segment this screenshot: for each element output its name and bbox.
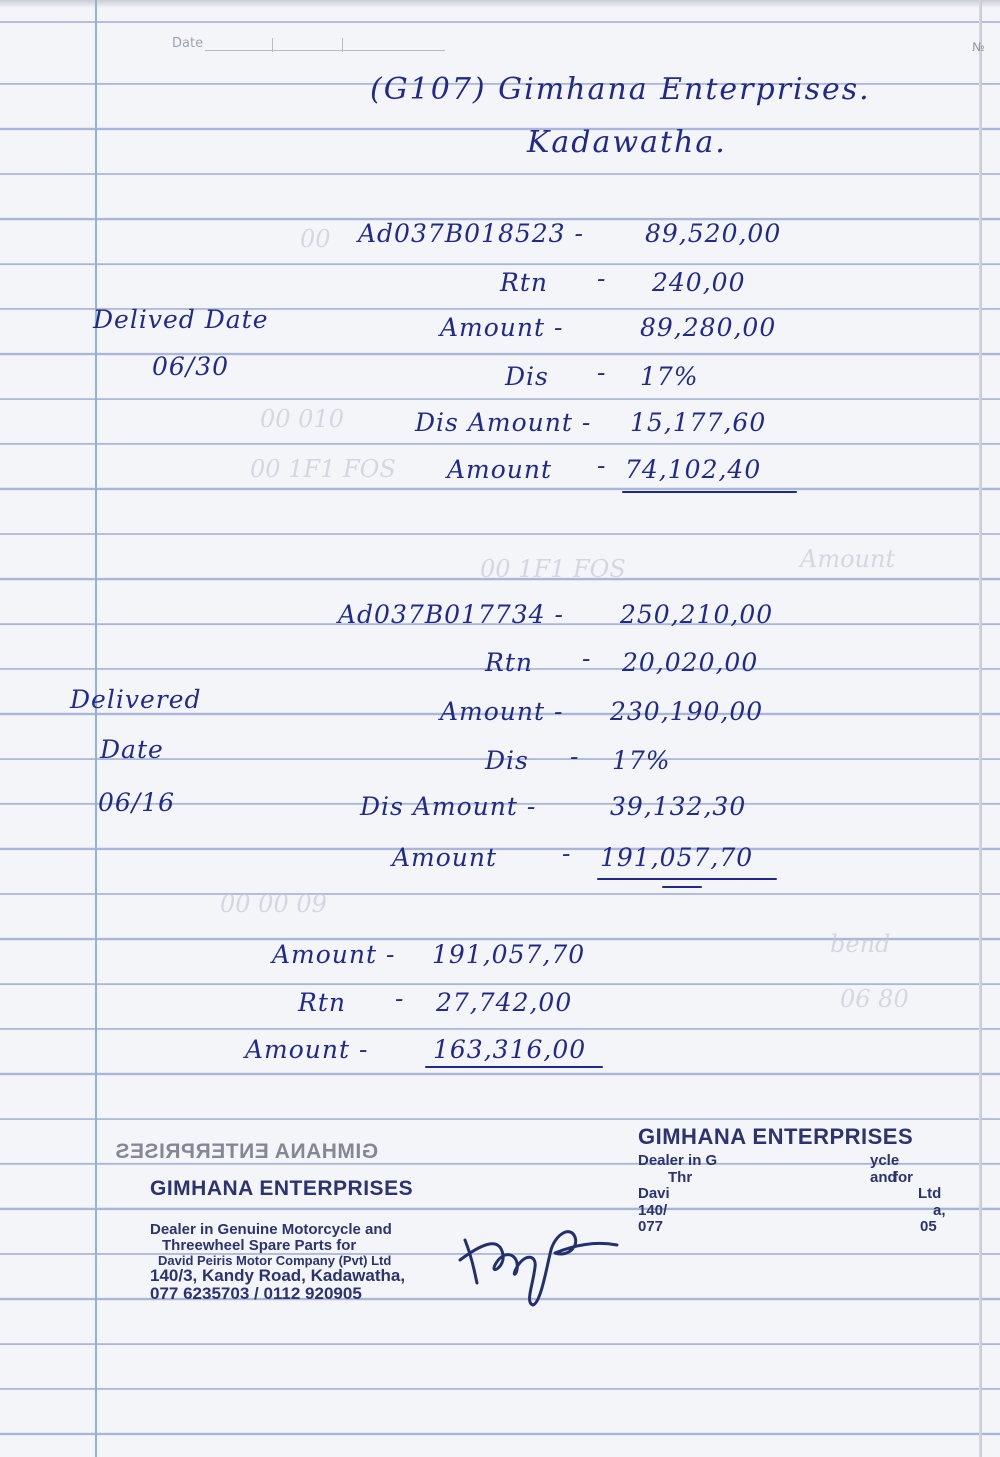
stamp-line-end: for: [893, 1168, 913, 1186]
discount-percent: 17%: [640, 362, 699, 391]
bleed-through-text: 00 010: [260, 405, 344, 433]
amount-label: Amount -: [440, 697, 564, 726]
stamp-title: GIMHANA ENTERPRISES: [638, 1124, 914, 1149]
amount-value: 89,280,00: [640, 313, 777, 342]
date-tick: [342, 38, 343, 52]
invoice-value: 89,520,00: [645, 219, 782, 248]
stamp-phone: 077 6235703 / 0112 920905: [150, 1284, 362, 1304]
discount-dash: -: [597, 358, 607, 387]
stamp-line-end: Ltd: [918, 1185, 942, 1203]
stamp-address: 140/3, Kandy Road, Kadawatha,: [150, 1266, 406, 1286]
final-amount-dash: -: [562, 839, 572, 868]
page-top-shadow: [0, 0, 1000, 8]
date-label: Date: [172, 36, 204, 51]
company-title: (G107) Gimhana Enterprises.: [370, 72, 871, 107]
discount-amount-value: 39,132,30: [610, 792, 747, 821]
stamp-line-end: 05: [920, 1218, 937, 1236]
page-edge: [979, 0, 982, 1457]
amount-label: Amount -: [440, 313, 564, 342]
discount-amount-label: Dis Amount -: [360, 792, 537, 821]
stamp-line-start: Thr: [668, 1168, 693, 1186]
company-stamp-partial: [638, 1124, 946, 1236]
stamp-line: [638, 1201, 946, 1220]
date-line: [205, 50, 445, 51]
signature: [455, 1205, 625, 1315]
summary-amount-label: Amount -: [272, 940, 396, 969]
delivered-date-label: Date: [100, 735, 164, 764]
final-amount-underline: [622, 491, 797, 493]
discount-amount-value: 15,177,60: [630, 408, 767, 437]
return-value: 240,00: [652, 268, 746, 297]
discount-label: Dis: [485, 746, 529, 775]
bleed-through-text: 00: [300, 225, 331, 253]
summary-final-value: 163,316,00: [433, 1035, 587, 1064]
company-location: Kadawatha.: [527, 125, 727, 160]
discount-percent: 17%: [612, 746, 671, 775]
stamp-line: [638, 1185, 942, 1203]
invoice-number: Ad037B017734 -: [338, 600, 564, 629]
delivered-date: 06/30: [152, 352, 230, 381]
final-amount-value: 74,102,40: [625, 455, 762, 484]
bleed-through-text: 06 80: [840, 985, 909, 1013]
bleed-through-text: 00 00 09: [220, 890, 327, 918]
summary-final-label: Amount -: [245, 1035, 369, 1064]
stamp-line: [638, 1218, 937, 1236]
stamp-line-start: 140/: [638, 1201, 668, 1219]
stamp-line: David Peiris Motor Company (Pvt) Ltd: [158, 1252, 392, 1268]
final-amount-underline: [597, 878, 777, 880]
bleed-through-text: 00 1F1 FOS: [250, 455, 396, 483]
final-amount-value: 191,057,70: [600, 843, 754, 872]
stamp-line-start: Dealer in G: [638, 1152, 718, 1170]
date-tick: [272, 38, 273, 52]
stamp-line-end: a,: [933, 1201, 946, 1219]
discount-amount-label: Dis Amount -: [415, 408, 592, 437]
return-value: 20,020,00: [622, 648, 759, 677]
stamp-line-start: Davi: [638, 1185, 670, 1203]
invoice-value: 250,210,00: [620, 600, 774, 629]
summary-amount-value: 191,057,70: [432, 940, 586, 969]
summary-return-value: 27,742,00: [436, 988, 573, 1017]
delivered-label: Delivered: [70, 685, 202, 714]
amount-value: 230,190,00: [610, 697, 764, 726]
summary-return-dash: -: [395, 984, 405, 1013]
final-amount-underline: [662, 886, 702, 888]
bleed-through-text: 00 1F1 FOS: [480, 555, 626, 583]
return-dash: -: [597, 264, 607, 293]
delivered-label: Delived Date: [93, 305, 269, 334]
final-amount-label: Amount: [447, 455, 553, 484]
bleed-through-text: bend: [830, 930, 891, 958]
company-stamp: [150, 1178, 413, 1303]
stamp-line: Dealer in Genuine Motorcycle and: [150, 1221, 392, 1239]
discount-label: Dis: [505, 362, 549, 391]
summary-final-underline: [425, 1066, 603, 1068]
summary-return-label: Rtn: [298, 988, 346, 1017]
bleed-through-text: Amount: [800, 545, 896, 573]
margin-line: [95, 0, 97, 1457]
stamp-line: Threewheel Spare Parts for: [162, 1236, 357, 1254]
discount-dash: -: [570, 742, 580, 771]
stamp-line-start: 077: [638, 1218, 664, 1236]
delivered-date: 06/16: [98, 788, 176, 817]
stamp-offset-mirror: GIMHANA ENTERPRISES: [115, 1140, 379, 1163]
return-dash: -: [582, 644, 592, 673]
invoice-number: Ad037B018523 -: [358, 219, 584, 248]
return-label: Rtn: [485, 648, 533, 677]
stamp-title: GIMHANA ENTERPRISES: [150, 1177, 414, 1200]
corner-mark: №: [972, 40, 985, 54]
return-label: Rtn: [500, 268, 548, 297]
stamp-line-end: ycle and: [870, 1152, 900, 1186]
final-amount-dash: -: [597, 451, 607, 480]
final-amount-label: Amount: [392, 843, 498, 872]
